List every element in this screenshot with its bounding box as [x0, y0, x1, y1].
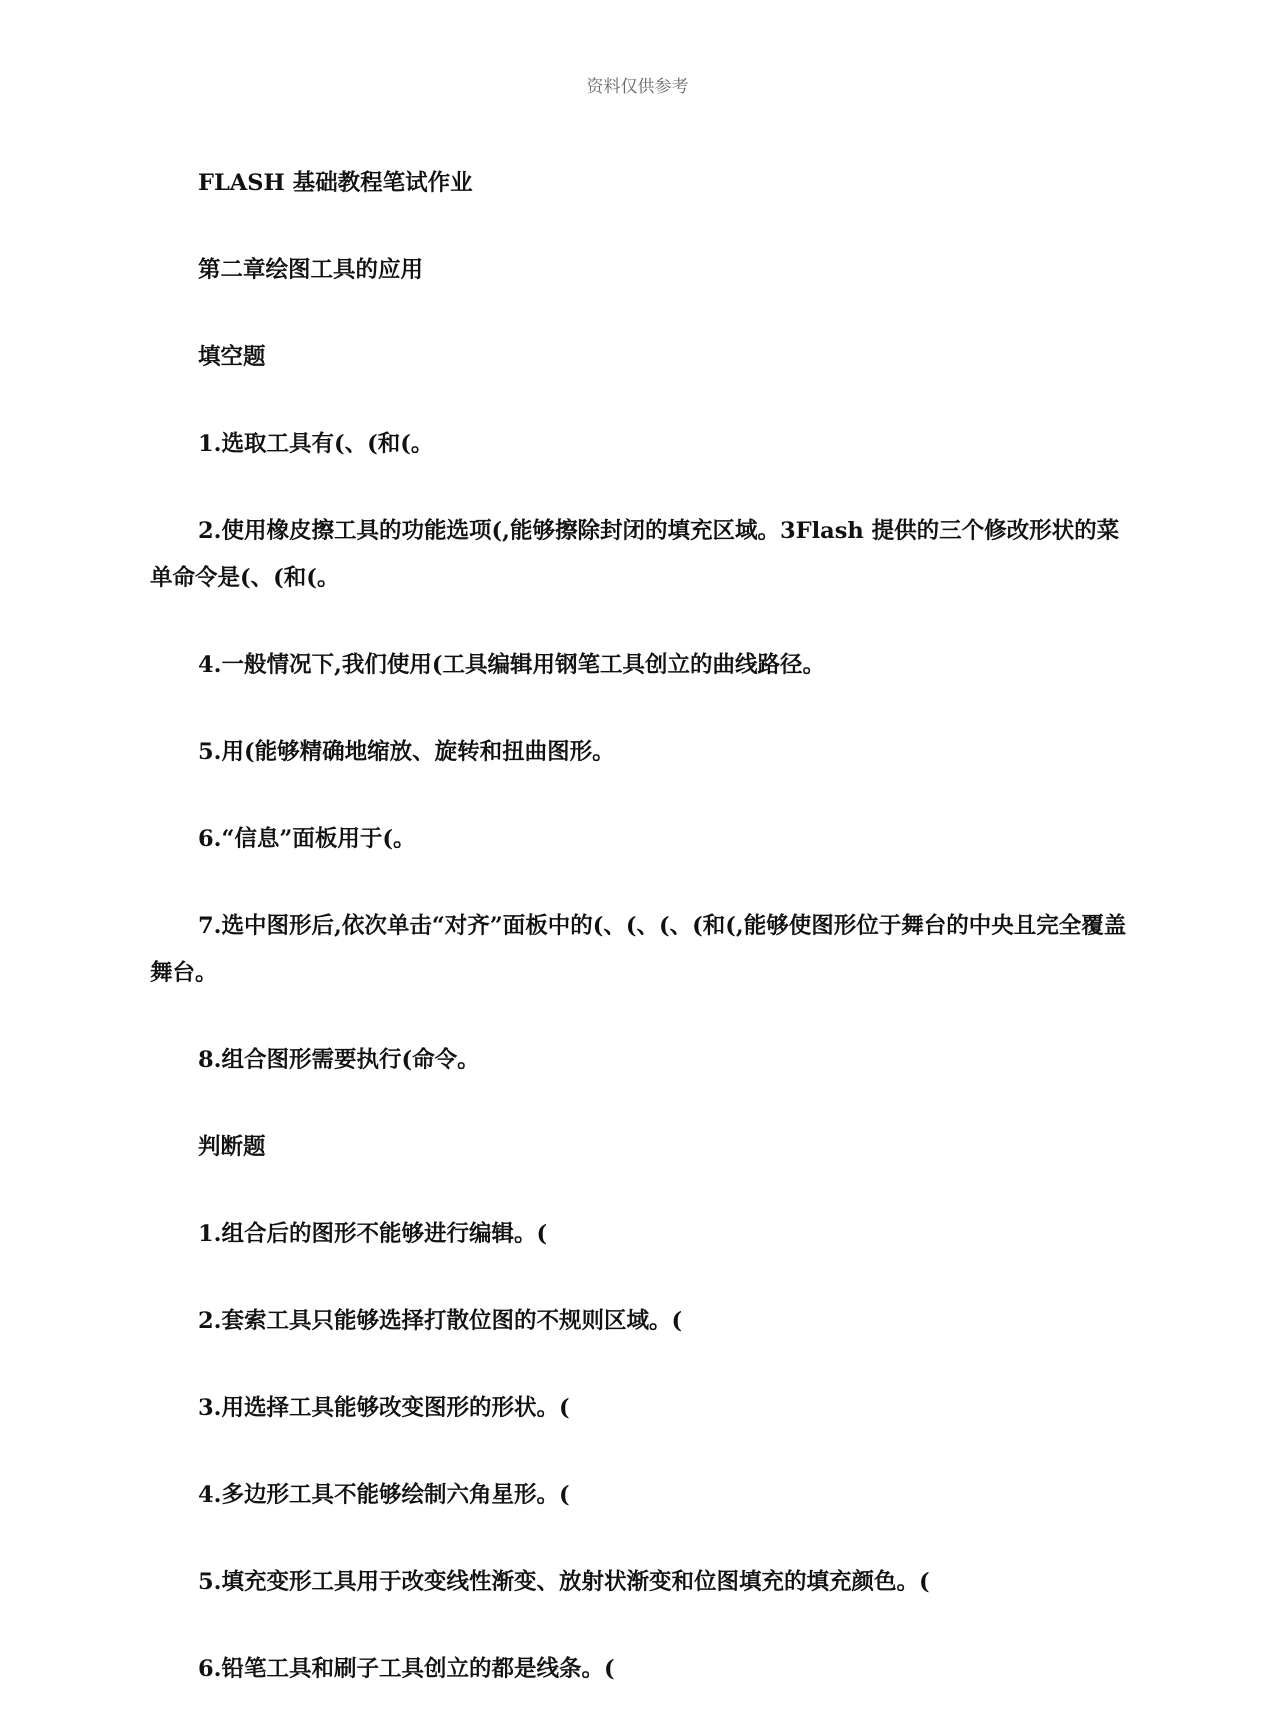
- judge-question-4: 4.多边形工具不能够绘制六角星形。(: [198, 1482, 570, 1508]
- judge-question-2: 2.套索工具只能够选择打散位图的不规则区域。(: [198, 1308, 683, 1334]
- judge-question-1: 1.组合后的图形不能够进行编辑。(: [198, 1221, 548, 1247]
- fill-question-2-3: 2.使用橡皮擦工具的功能选项(,能够擦除封闭的填充区域。3Flash 提供的三个修改形状的菜单命令是(、(和(。: [150, 518, 1120, 591]
- page-header: 资料仅供参考: [586, 77, 689, 97]
- judge-question-6: 6.铅笔工具和刷子工具创立的都是线条。(: [198, 1656, 615, 1682]
- judge-question-3: 3.用选择工具能够改变图形的形状。(: [198, 1395, 570, 1421]
- document-body: [150, 160, 1130, 1733]
- document-title: FLASH 基础教程笔试作业: [198, 170, 473, 196]
- fill-question-1: 1.选取工具有(、(和(。: [198, 431, 434, 457]
- judge-question-5: 5.填充变形工具用于改变线性渐变、放射状渐变和位图填充的填充颜色。(: [198, 1569, 930, 1595]
- fill-question-4: 4.一般情况下,我们使用(工具编辑用钢笔工具创立的曲线路径。: [198, 652, 825, 678]
- fill-question-7: 7.选中图形后,依次单击“对齐”面板中的(、(、(、(和(,能够使图形位于舞台的中央且完全覆盖舞台。: [150, 913, 1127, 986]
- fill-question-6: 6.“信息”面板用于(。: [198, 826, 416, 852]
- chapter-heading: 第二章绘图工具的应用: [198, 257, 424, 283]
- fill-question-5: 5.用(能够精确地缩放、旋转和扭曲图形。: [198, 739, 615, 765]
- fill-question-8: 8.组合图形需要执行(命令。: [198, 1047, 480, 1073]
- section-heading-fill: 填空题: [198, 344, 266, 370]
- section-heading-judge: 判断题: [198, 1134, 266, 1160]
